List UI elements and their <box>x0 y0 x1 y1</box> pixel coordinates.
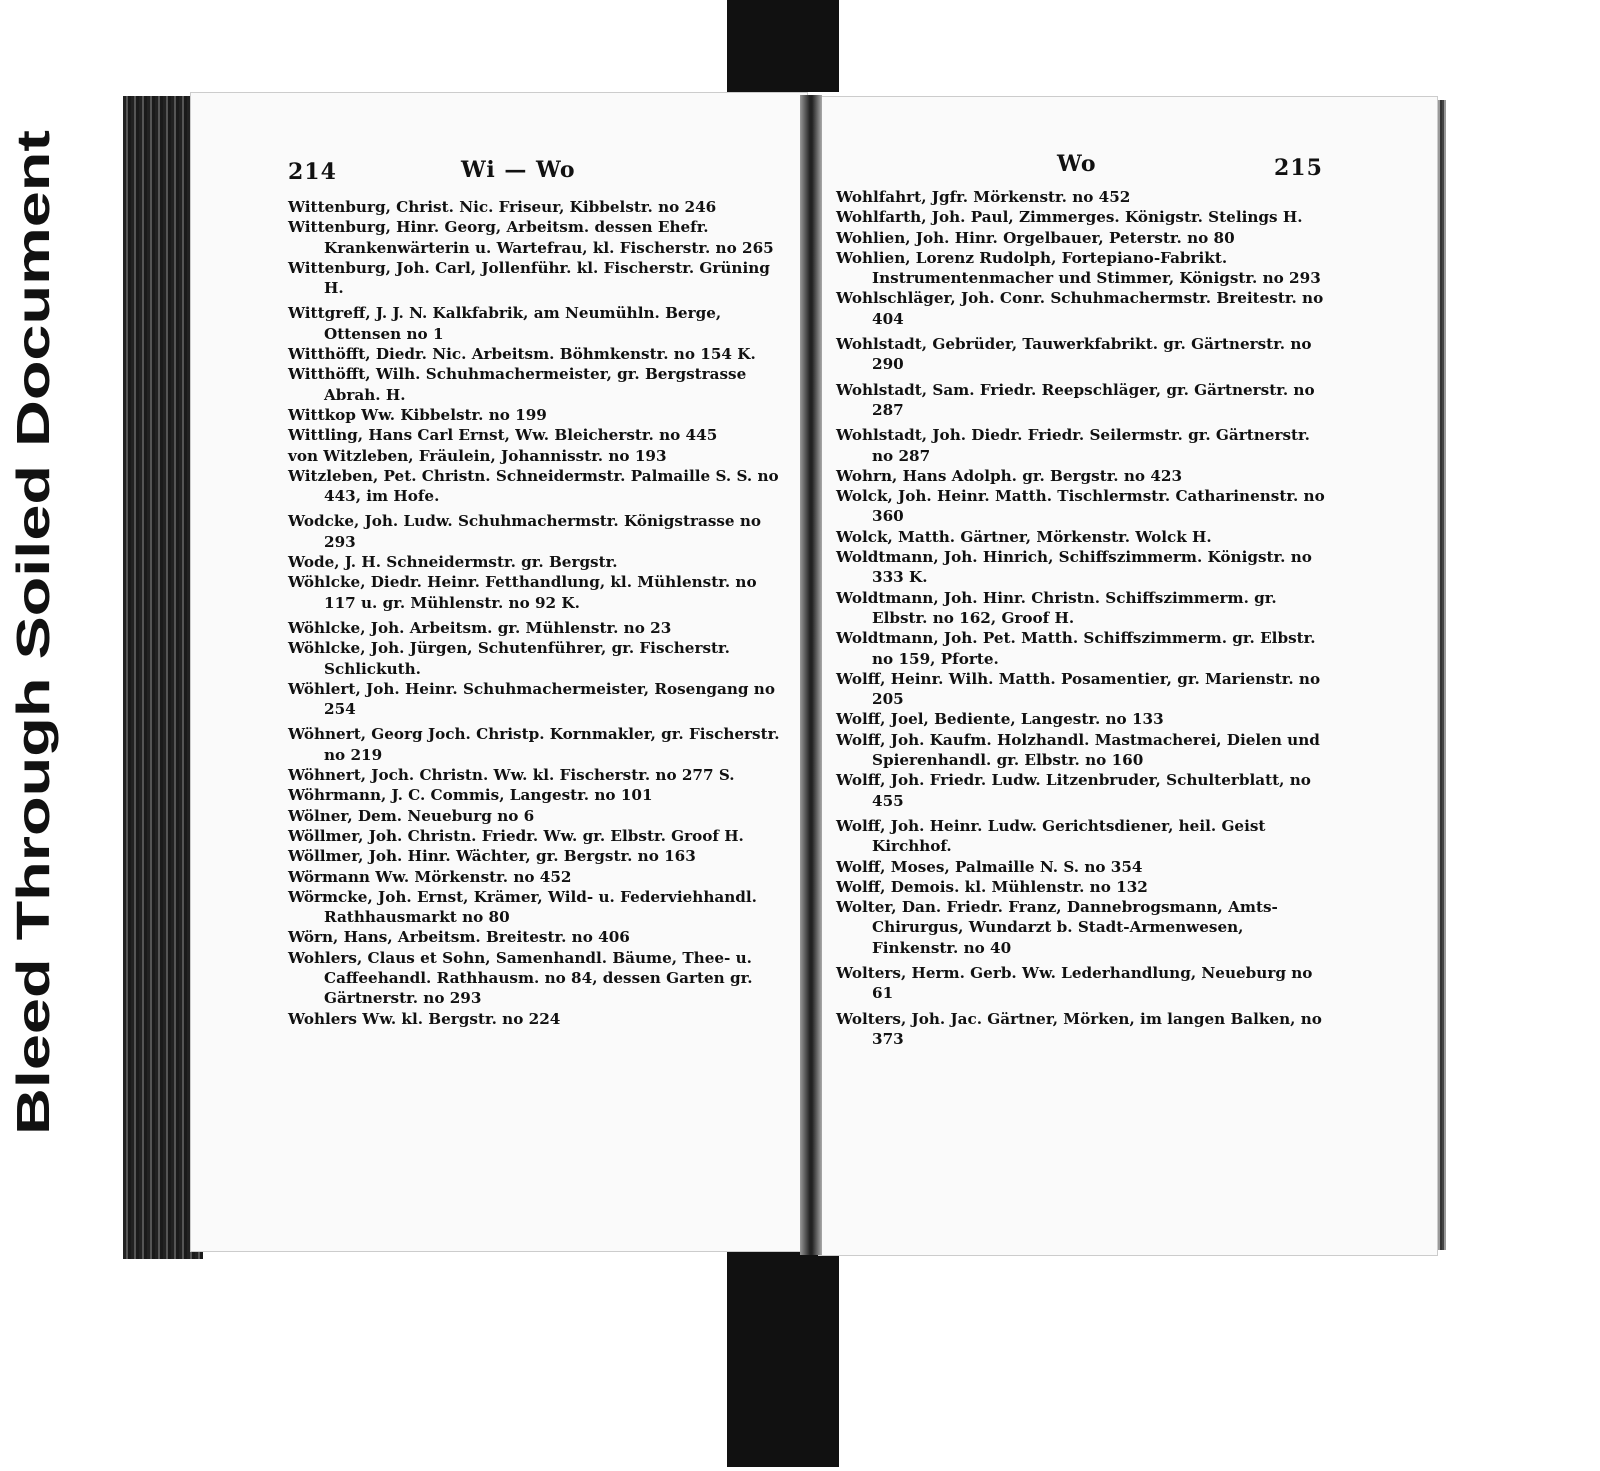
directory-entry: Wolff, Joh. Heinr. Ludw. Gerichtsdiener, heil. Geist Kirchhof. <box>836 816 1266 856</box>
directory-entry: Wöllmer, Joh. Hinr. Wächter, gr. Bergstr. no 163 <box>288 847 696 866</box>
directory-entry: Wodcke, Joh. Ludw. Schuhmachermstr. Königstrasse no 293 <box>288 512 762 551</box>
directory-entry: Wittkop Ww. Kibbelstr. no 199 <box>288 405 547 424</box>
directory-entry: Witthöfft, Wilh. Schuhmachermeister, gr. Bergstrasse Abrah. H. <box>288 365 747 404</box>
directory-entry: Wohlien, Joh. Hinr. Orgelbauer, Peterstr. no 80 <box>836 228 1235 247</box>
directory-entry: Wittenburg, Joh. Carl, Jollenführ. kl. Fischerstr. Grüning H. <box>288 258 770 298</box>
directory-entry: Wolff, Joh. Kaufm. Holzhandl. Mastmacherei, Dielen und Spierenhandl. gr. Elbstr. no 160 <box>836 730 1320 770</box>
directory-entry: Wolter, Dan. Friedr. Franz, Dannebrogsmann, Amts-Chirurgus, Wundarzt b. Stadt-Armenwesen, Finkenstr. no 40 <box>836 898 1278 957</box>
page-number: 214 <box>288 159 337 185</box>
directory-entry: Wohlien, Lorenz Rudolph, Fortepiano-Fabrikt. Instrumentenmacher und Stimmer, Königstr. no 293 <box>836 248 1321 288</box>
running-head: Wo <box>1057 151 1097 177</box>
running-head: Wi — Wo <box>461 157 576 183</box>
directory-entry: Witzleben, Pet. Christn. Schneidermstr. Palmaille S. S. no 443, im Hofe. <box>288 466 779 506</box>
page-number: 215 <box>1274 155 1323 181</box>
directory-entry: Wohlfahrt, Jgfr. Mörkenstr. no 452 <box>836 188 1131 206</box>
directory-entry: Wolck, Joh. Heinr. Matth. Tischlermstr. Catharinenstr. no 360 <box>836 487 1325 526</box>
directory-entry: von Witzleben, Fräulein, Johannisstr. no 193 <box>288 446 667 465</box>
directory-entry: Wolff, Heinr. Wilh. Matth. Posamentier, gr. Marienstr. no 205 <box>836 669 1321 709</box>
directory-entry: Wolck, Matth. Gärtner, Mörkenstr. Wolck H. <box>836 527 1212 546</box>
directory-entry: Wöhlcke, Diedr. Heinr. Fetthandlung, kl. Mühlenstr. no 117 u. gr. Mühlenstr. no 92 K. <box>288 573 757 612</box>
directory-entry: Wolters, Joh. Jac. Gärtner, Mörken, im langen Balken, no 373 <box>836 1009 1322 1048</box>
directory-entry: Wohlstadt, Joh. Diedr. Friedr. Seilermstr. gr. Gärtnerstr. no 287 <box>836 426 1310 465</box>
tape-bottom <box>727 1252 839 1467</box>
directory-entry: Wolff, Joel, Bediente, Langestr. no 133 <box>836 710 1164 729</box>
directory-entry: Wohlstadt, Gebrüder, Tauwerkfabrikt. gr. Gärtnerstr. no 290 <box>836 335 1312 374</box>
directory-entry: Wörmcke, Joh. Ernst, Krämer, Wild- u. Federviehhandl. Rathhausmarkt no 80 <box>288 887 757 927</box>
directory-entry: Wörmann Ww. Mörkenstr. no 452 <box>288 867 572 886</box>
entry-list <box>836 187 1326 1049</box>
entry-list <box>288 197 793 1029</box>
directory-entry: Woldtmann, Joh. Pet. Matth. Schiffszimmerm. gr. Elbstr. no 159, Pforte. <box>836 629 1316 668</box>
directory-entry: Wöhlert, Joh. Heinr. Schuhmachermeister, Rosengang no 254 <box>288 679 775 719</box>
directory-entry: Wöhlcke, Joh. Jürgen, Schutenführer, gr. Fischerstr. Schlickuth. <box>288 639 730 678</box>
directory-entry: Wolff, Demois. kl. Mühlenstr. no 132 <box>836 877 1148 896</box>
left-page <box>190 92 808 1252</box>
directory-entry: Wörn, Hans, Arbeitsm. Breitestr. no 406 <box>288 928 630 947</box>
directory-entry: Wolters, Herm. Gerb. Ww. Lederhandlung, Neueburg no 61 <box>836 963 1313 1003</box>
directory-entry: Wöhnert, Georg Joch. Christp. Kornmakler, gr. Fischerstr. no 219 <box>288 725 780 764</box>
directory-entry: Wittenburg, Hinr. Georg, Arbeitsm. dessen Ehefr. Krankenwärterin u. Wartefrau, kl. Fischerstr. no 265 <box>288 218 774 257</box>
directory-entry: Wöhlcke, Joh. Arbeitsm. gr. Mühlenstr. no 23 <box>288 618 672 637</box>
directory-entry: Wöllmer, Joh. Christn. Friedr. Ww. gr. Elbstr. Groof H. <box>288 826 744 845</box>
directory-entry: Wohrn, Hans Adolph. gr. Bergstr. no 423 <box>836 466 1183 485</box>
side-label <box>4 0 60 1467</box>
directory-entry: Woldtmann, Joh. Hinrich, Schiffszimmerm. Königstr. no 333 K. <box>836 548 1312 587</box>
directory-entry: Wohlstadt, Sam. Friedr. Reepschläger, gr. Gärtnerstr. no 287 <box>836 380 1315 419</box>
directory-entry: Wohlers Ww. kl. Bergstr. no 224 <box>288 1009 561 1028</box>
directory-entry: Wohlers, Claus et Sohn, Samenhandl. Bäume, Thee- u. Caffeehandl. Rathhausm. no 84, dessen Garten gr. Gärtnerstr. no 293 <box>288 948 753 1008</box>
directory-entry: Woldtmann, Joh. Hinr. Christn. Schiffszimmerm. gr. Elbstr. no 162, Groof H. <box>836 588 1277 627</box>
directory-entry: Wode, J. H. Schneidermstr. gr. Bergstr. <box>288 553 618 572</box>
directory-entry: Wittling, Hans Carl Ernst, Ww. Bleicherstr. no 445 <box>288 426 718 445</box>
directory-entry: Wölner, Dem. Neueburg no 6 <box>288 806 535 825</box>
tape-top <box>727 0 839 92</box>
directory-entry: Wohlschläger, Joh. Conr. Schuhmachermstr. Breitestr. no 404 <box>836 289 1324 328</box>
right-page <box>818 96 1438 1256</box>
directory-entry: Witthöfft, Diedr. Nic. Arbeitsm. Böhmkenstr. no 154 K. <box>288 345 756 364</box>
book-gutter <box>800 95 822 1255</box>
directory-entry: Wöhrmann, J. C. Commis, Langestr. no 101 <box>288 786 653 805</box>
directory-entry: Wohlfarth, Joh. Paul, Zimmerges. Königstr. Stelings H. <box>836 208 1303 227</box>
side-label-text: Bleed Through Soiled Document <box>7 421 59 1135</box>
directory-entry: Wolff, Joh. Friedr. Ludw. Litzenbruder, Schulterblatt, no 455 <box>836 771 1311 810</box>
directory-entry: Wöhnert, Joch. Christn. Ww. kl. Fischerstr. no 277 S. <box>288 766 735 785</box>
directory-entry: Wittenburg, Christ. Nic. Friseur, Kibbelstr. no 246 <box>288 198 717 216</box>
directory-entry: Wolff, Moses, Palmaille N. S. no 354 <box>836 857 1143 876</box>
directory-entry: Wittgreff, J. J. N. Kalkfabrik, am Neumühln. Berge, Ottensen no 1 <box>288 304 722 343</box>
